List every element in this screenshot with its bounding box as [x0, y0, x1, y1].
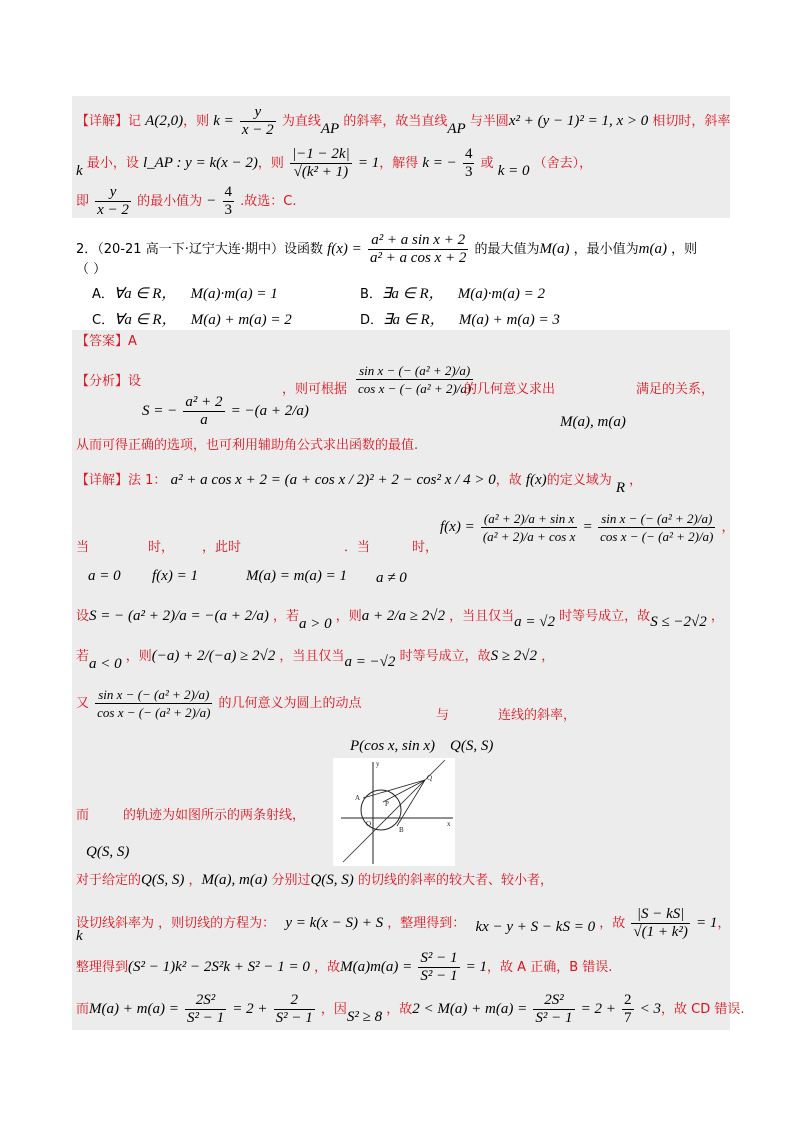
detail-l2-u1: a = 0	[88, 568, 121, 584]
detail-l5-t4: 连线的斜率，	[498, 708, 577, 723]
detail-l2-f: f(x) = $\frac{\text{(a² + 2)/a + sin x}}{\text{(a² + 2)/a + cos x}}$ = $\frac{\text{sin x − (− (a² + 2)/a)}}{\text{cos x − (− (a² + 2)/a)}}$ ，	[440, 511, 735, 544]
block1-line3: 即 $\frac{y}{x - 2}$ 的最小值为 − $\frac{4}{3}$ .故选：C.	[76, 184, 297, 218]
detail-l2-t3: ，此时	[202, 540, 242, 555]
detail-l5-m2: Q(S, S)	[450, 738, 494, 754]
svg-text:y: y	[376, 760, 380, 768]
block1-line1: 【详解】记 A(2,0)，则 k = $\frac{y}{x - 2}$ 为直线AP 的斜率，故当直线AP 与半圆x² + (y − 1)² = 1, x > 0 相切时，斜率	[76, 104, 731, 138]
detail-line9: 整理得到(S² − 1)k² − 2S²k + S² − 1 = 0 ，故M(a)m(a) = $\frac{\text{S² − 1}}{\text{S² − 1}}$ = 1，故 A 正确，B 错误.	[76, 950, 613, 984]
analysis-t5: 从而可得正确的选项，也可利用辅助角公式求出函数的最值.	[76, 438, 419, 453]
svg-text:P: P	[385, 800, 389, 808]
analysis-line1: 【分析】设	[76, 374, 142, 389]
detail-line6: 而 的轨迹为如图所示的两条射线，	[76, 808, 306, 823]
svg-text:B: B	[399, 826, 404, 834]
q2-line1: 2．（20-21 高一下·辽宁大连·期中）设函数 f(x) = $\frac{\text{a² + a sin x + 2}}{\text{a² + a cos x + 2}}$ 的最大值为M(a) ，最小值为m(a) ，则	[76, 232, 698, 266]
analysis-big-frac: $\frac{\text{sin x − (− (a² + 2)/a)}}{\text{cos x − (− (a² + 2)/a)}}$	[358, 363, 472, 396]
detail-l2-u4: a ≠ 0	[376, 570, 407, 586]
analysis-t3: 的几何意义求出	[464, 382, 556, 397]
option-a: A．∀a ∈ R， M(a)·m(a) = 1	[92, 286, 278, 302]
q2-paren: （ ）	[76, 262, 107, 277]
svg-text:O: O	[366, 820, 372, 828]
option-d: D．∃a ∈ R， M(a) + m(a) = 3	[360, 312, 560, 328]
detail-line8: 设切线斜率为 ，则切线的方程为： y = k(x − S) + S ，整理得到： kx − y + S − kS = 0 ，故 $\frac{|S - kS|}{\text{√(1 + k²)}}$ = 1，	[76, 906, 731, 940]
analysis-t4: 满足的关系，	[636, 382, 715, 397]
circle-tangent-figure	[333, 758, 455, 866]
detail-line1: 【详解】法 1： a² + a cos x + 2 = (a + cos x / 2)² + 2 − cos² x / 4 > 0，故 f(x)的定义域为 R ，	[76, 472, 643, 496]
detail-l2-t1: 当	[76, 540, 90, 555]
option-c: C．∀a ∈ R， M(a) + m(a) = 2	[92, 312, 292, 328]
analysis-s-expr: S = − $\frac{\text{a² + 2}}{a}$ = −(a + 2/a)	[142, 394, 309, 428]
detail-l6-m1: Q(S, S)	[86, 844, 130, 860]
detail-l8-m1: k	[76, 928, 83, 944]
detail-line10: 而M(a) + m(a) = $\frac{\text{2S²}}{\text{S² − 1}}$ = 2 + $\frac{2}{\text{S² − 1}}$ ，因S² ≥ 8 ，故2 < M(a) + m(a) = $\frac{\text{2S²}}{\text{S² − 1}}$ = 2 + $\frac{2}{7}$ < 3，故 CD 错误.	[76, 992, 745, 1026]
svg-text:Q: Q	[427, 774, 433, 782]
detail-l2-t2: 时，	[148, 540, 175, 555]
detail-line7: 对于给定的Q(S, S) ，M(a), m(a) 分别过Q(S, S) 的切线的斜率的较大者、较小者，	[76, 872, 553, 888]
analysis-ma: M(a), m(a)	[560, 414, 626, 430]
analysis-t2: ，则可根据	[282, 382, 348, 397]
detail-l5-t3: 与	[436, 708, 450, 723]
option-b: B．∃a ∈ R， M(a)·m(a) = 2	[360, 286, 545, 302]
detail-line4: 若a < 0 ，则(−a) + 2/(−a) ≥ 2√2 ，当且仅当a = −√2 时等号成立，故S ≥ 2√2 ，	[76, 648, 555, 672]
detail-line3: 设S = − (a² + 2)/a = −(a + 2/a) ，若a > 0 ，则a + 2/a ≥ 2√2 ，当且仅当a = √2 时等号成立，故S ≤ −2√2 ，	[76, 608, 724, 632]
detail-l2-t5: 时，	[412, 540, 439, 555]
detail-l2-u3: M(a) = m(a) = 1	[246, 568, 348, 584]
detail-l2-t4: ．当	[344, 540, 371, 555]
svg-text:x: x	[447, 820, 451, 828]
answer-line: 【答案】A	[76, 334, 137, 349]
svg-text:A: A	[355, 794, 361, 802]
detail-l2-u2: f(x) = 1	[152, 568, 198, 584]
block1-line2: k 最小，设 l_AP : y = k(x − 2)，则 $\frac{|-1 - 2k|}{\text{√(k² + 1)}}$ = 1，解得 k = − $\frac{4}{3}$ 或 k = 0 （舍去），	[76, 146, 593, 180]
detail-l5-m1: P(cos x, sin x)	[350, 738, 435, 754]
detail-line5: 又 $\frac{\text{sin x − (− (a² + 2)/a)}}{\text{cos x − (− (a² + 2)/a)}}$ 的几何意义为圆上的动点	[76, 687, 362, 720]
